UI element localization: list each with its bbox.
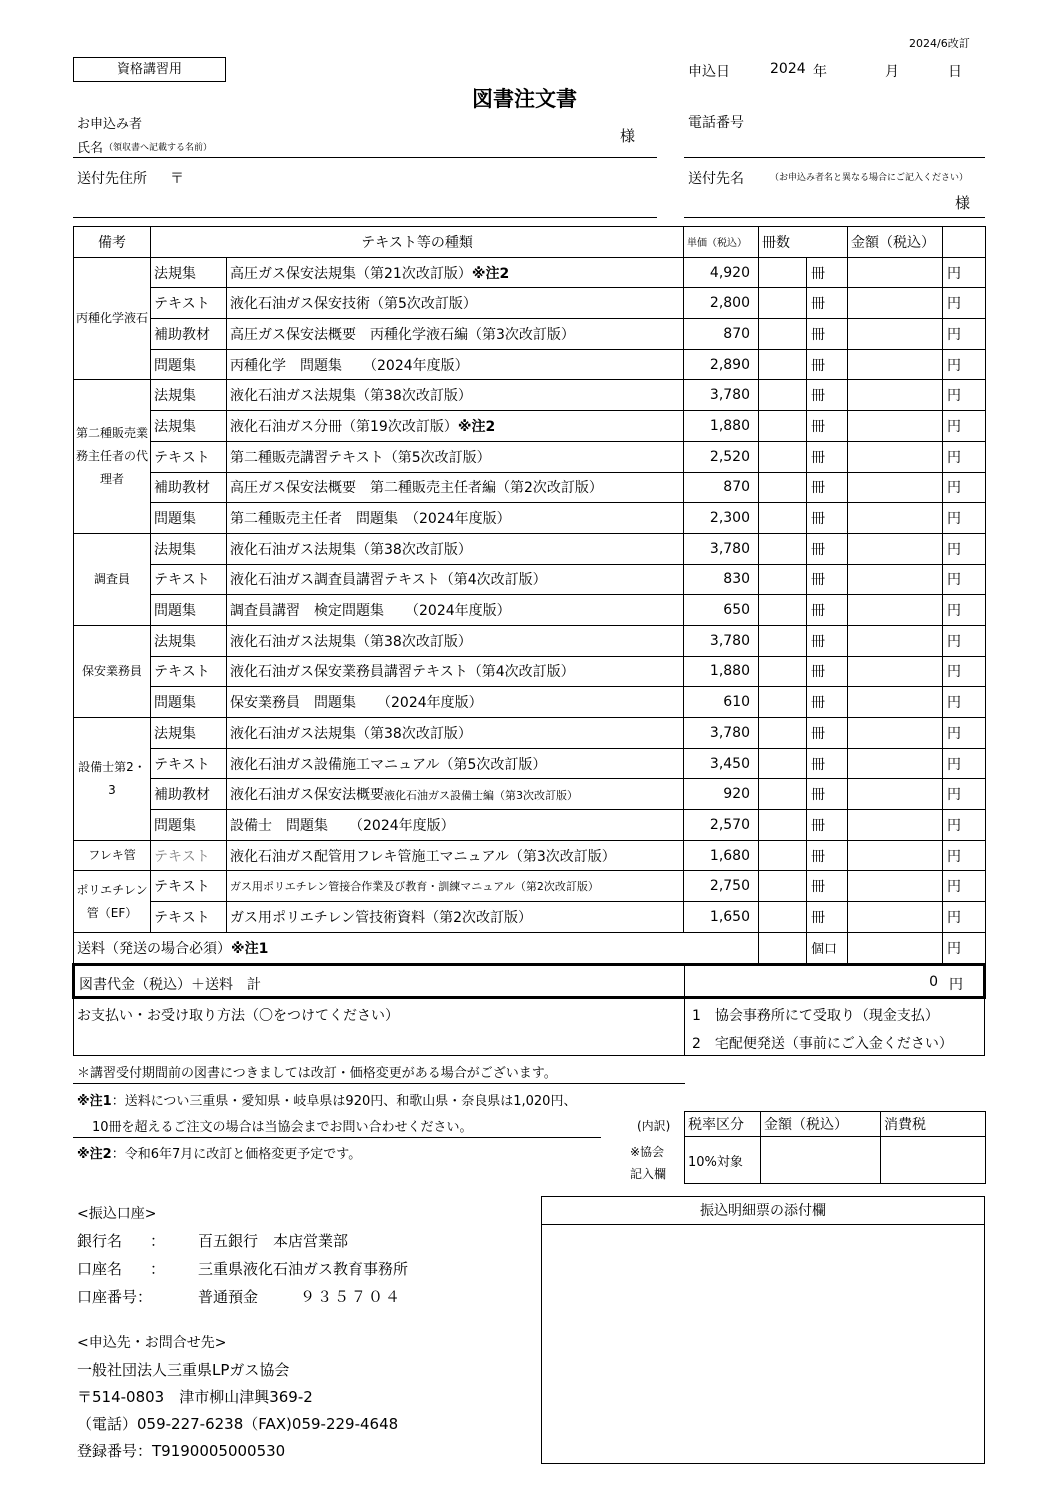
note2-text: ：令和6年7月に改訂と価格変更予定です。	[111, 1147, 362, 1162]
item-title: 高圧ガス保安法規集（第21次改訂版）	[230, 265, 472, 282]
note1-line1	[77, 1090, 576, 1109]
item-title-cell	[227, 718, 684, 749]
table-row	[74, 687, 986, 718]
item-amount-input[interactable]	[848, 779, 943, 810]
item-note: ※注2	[471, 265, 510, 282]
item-amount-input[interactable]	[848, 319, 943, 350]
item-qty-unit: 冊	[807, 595, 848, 626]
item-amount-input[interactable]	[848, 902, 943, 933]
item-yen: 円	[943, 503, 986, 534]
item-title-cell	[227, 503, 684, 534]
item-title: 液化石油ガス配管用フレキ管施工マニュアル（第3次改訂版）	[230, 848, 616, 865]
note2-head: ※注2	[77, 1147, 112, 1162]
item-unit-price: 1,650	[684, 902, 759, 933]
item-kind: 法規集	[151, 625, 227, 656]
apply-year[interactable]: 2024	[770, 61, 806, 77]
item-amount-input[interactable]	[848, 595, 943, 626]
name-suffix-sama: 様	[620, 127, 636, 145]
tax-breakdown-label: (内訳)	[637, 1119, 671, 1133]
item-qty-input[interactable]	[759, 871, 807, 902]
item-yen: 円	[943, 533, 986, 564]
postal-mark: 〒	[170, 171, 184, 187]
association-entry-line1: ※協会	[630, 1145, 665, 1159]
item-title-cell	[227, 564, 684, 595]
item-kind: 問題集	[151, 687, 227, 718]
notes-divider-2	[73, 1137, 601, 1138]
item-title-cell	[227, 748, 684, 779]
item-unit-price: 2,570	[684, 810, 759, 841]
item-qty-unit: 冊	[807, 840, 848, 871]
item-kind: テキスト	[151, 902, 227, 933]
item-title: 液化石油ガス法規集（第38次改訂版）	[230, 541, 472, 558]
item-unit-price: 3,780	[684, 625, 759, 656]
item-note: ※注2	[457, 418, 496, 435]
table-row	[74, 902, 986, 933]
item-kind: テキスト	[151, 871, 227, 902]
contact-registration: 登録番号：T9190005000530	[77, 1442, 286, 1460]
item-qty-input[interactable]	[759, 595, 807, 626]
note2	[77, 1143, 361, 1162]
category-cell: ポリエチレン管（EF）	[74, 871, 151, 932]
item-unit-price: 870	[684, 319, 759, 350]
item-title-cell	[227, 595, 684, 626]
item-yen: 円	[943, 257, 986, 288]
table-row	[74, 441, 986, 472]
tax-consumption-input[interactable]	[881, 1137, 986, 1184]
item-title: 高圧ガス保安法概要 丙種化学液石編（第3次改訂版）	[230, 326, 575, 343]
total-box	[72, 963, 986, 999]
item-qty-unit: 冊	[807, 533, 848, 564]
item-title: 液化石油ガス保安法概要	[230, 787, 384, 804]
address-underline[interactable]	[73, 217, 657, 218]
order-items-table	[73, 226, 986, 964]
revision-date: 2024/6改訂	[909, 37, 970, 50]
item-kind: テキスト	[151, 288, 227, 319]
item-amount-input[interactable]	[848, 656, 943, 687]
table-row	[74, 718, 986, 749]
table-row	[74, 748, 986, 779]
item-qty-input[interactable]	[759, 564, 807, 595]
item-yen: 円	[943, 288, 986, 319]
item-kind: テキスト	[151, 441, 227, 472]
item-kind: テキスト	[151, 656, 227, 687]
recipient-underline[interactable]	[684, 217, 985, 218]
item-unit-price: 830	[684, 564, 759, 595]
item-unit-price: 3,780	[684, 380, 759, 411]
item-title-small: ガス用ポリエチレン管接合作業及び教育・訓練マニュアル（第2次改訂版）	[230, 880, 599, 894]
item-qty-input[interactable]	[759, 411, 807, 442]
item-qty-input[interactable]	[759, 288, 807, 319]
item-unit-price: 650	[684, 595, 759, 626]
total-unit: 円	[949, 977, 963, 993]
table-row	[74, 564, 986, 595]
item-unit-price: 920	[684, 779, 759, 810]
bank-heading: <振込口座>	[77, 1206, 157, 1222]
contact-phone: （電話）059-227-6238（FAX)059-229-4648	[77, 1415, 399, 1433]
payment-label: お支払い・お受け取り方法（〇をつけてください）	[77, 1008, 399, 1024]
item-title: 第二種販売講習テキスト（第5次改訂版）	[230, 449, 491, 466]
item-amount-input[interactable]	[848, 349, 943, 380]
header-blank	[943, 227, 986, 258]
tax-header-tax: 消費税	[881, 1112, 986, 1137]
day-unit: 日	[948, 64, 962, 80]
item-unit-price: 1,880	[684, 656, 759, 687]
item-yen: 円	[943, 380, 986, 411]
table-row	[74, 871, 986, 902]
item-kind: 法規集	[151, 257, 227, 288]
recipient-suffix-sama: 様	[955, 194, 971, 212]
item-qty-unit: 冊	[807, 687, 848, 718]
item-title-cell	[227, 411, 684, 442]
item-yen: 円	[943, 718, 986, 749]
item-title: 液化石油ガス分冊（第19次改訂版）	[230, 418, 458, 435]
item-title: ガス用ポリエチレン管技術資料（第2次改訂版）	[230, 909, 532, 926]
item-title-cell	[227, 472, 684, 503]
apply-date-label: 申込日	[688, 64, 730, 80]
item-kind: 問題集	[151, 810, 227, 841]
category-cell: 丙種化学液石	[74, 257, 151, 380]
item-title-cell	[227, 441, 684, 472]
item-title: 調査員講習 検定問題集 （2024年度版）	[230, 603, 511, 620]
payment-option-pickup[interactable]: 1 協会事務所にて受取り（現金支払）	[692, 1008, 939, 1024]
item-yen: 円	[943, 349, 986, 380]
item-qty-unit: 冊	[807, 288, 848, 319]
note1-head: ※注1	[77, 1094, 112, 1109]
account-name-colon: ：	[150, 1260, 166, 1278]
item-title: 液化石油ガス法規集（第38次改訂版）	[230, 633, 472, 650]
table-row	[74, 349, 986, 380]
table-row	[74, 840, 986, 871]
notes-divider	[73, 1083, 685, 1084]
item-qty-unit: 冊	[807, 503, 848, 534]
payment-divider	[684, 999, 685, 1055]
header-amount: 金額（税込）	[848, 227, 943, 258]
item-title: 液化石油ガス設備施工マニュアル（第5次改訂版）	[230, 756, 547, 773]
item-yen: 円	[943, 595, 986, 626]
item-yen: 円	[943, 687, 986, 718]
item-qty-input[interactable]	[759, 625, 807, 656]
item-qty-input[interactable]	[759, 748, 807, 779]
shipping-yen: 円	[943, 932, 986, 963]
item-kind: テキスト	[151, 564, 227, 595]
item-unit-price: 4,920	[684, 257, 759, 288]
transfer-slip-attach-box[interactable]	[541, 1196, 985, 1464]
item-qty-input[interactable]	[759, 687, 807, 718]
tax-header-amount: 金額（税込）	[761, 1112, 881, 1137]
item-amount-input[interactable]	[848, 441, 943, 472]
item-title-cell	[227, 810, 684, 841]
year-unit: 年	[813, 64, 827, 80]
shipping-amount-input[interactable]	[848, 932, 943, 963]
table-row	[74, 257, 986, 288]
item-title: 液化石油ガス法規集（第38次改訂版）	[230, 388, 472, 405]
item-qty-input[interactable]	[759, 319, 807, 350]
item-qty-input[interactable]	[759, 533, 807, 564]
item-qty-input[interactable]	[759, 779, 807, 810]
phone-label: 電話番号	[688, 115, 744, 131]
tax-rate-10: 10%対象	[685, 1137, 761, 1184]
item-kind: 補助教材	[151, 319, 227, 350]
item-qty-unit: 冊	[807, 810, 848, 841]
item-qty-input[interactable]	[759, 380, 807, 411]
item-qty-unit: 冊	[807, 441, 848, 472]
item-amount-input[interactable]	[848, 533, 943, 564]
phone-underline[interactable]	[684, 157, 985, 158]
header-qty: 冊数	[759, 227, 848, 258]
shipping-qty-input[interactable]	[759, 932, 807, 963]
item-amount-input[interactable]	[848, 718, 943, 749]
item-title: 高圧ガス保安法概要 第二種販売主任者編（第2次改訂版）	[230, 480, 603, 497]
page-title: 図書注文書	[472, 87, 577, 111]
association-entry-line2: 記入欄	[630, 1167, 667, 1181]
bank-name-colon: ：	[150, 1232, 166, 1250]
recipient-note: （お申込み者名と異なる場合にご記入ください）	[770, 173, 969, 183]
item-title-cell	[227, 871, 684, 902]
item-title-cell	[227, 349, 684, 380]
tax-row-10	[685, 1137, 986, 1184]
item-yen: 円	[943, 779, 986, 810]
shipping-unit: 個口	[807, 932, 848, 963]
name-underline[interactable]	[73, 157, 657, 158]
item-yen: 円	[943, 810, 986, 841]
item-qty-input[interactable]	[759, 718, 807, 749]
item-kind: 問題集	[151, 349, 227, 380]
course-label-box: 資格講習用	[73, 57, 226, 82]
table-row	[74, 411, 986, 442]
item-title-cell	[227, 779, 684, 810]
item-qty-unit: 冊	[807, 656, 848, 687]
item-unit-price: 2,300	[684, 503, 759, 534]
item-unit-price: 1,680	[684, 840, 759, 871]
item-yen: 円	[943, 840, 986, 871]
item-yen: 円	[943, 441, 986, 472]
item-qty-unit: 冊	[807, 779, 848, 810]
total-value: 0	[929, 974, 938, 990]
item-title: 液化石油ガス法規集（第38次改訂版）	[230, 725, 472, 742]
total-label: 図書代金（税込）＋送料 計	[79, 977, 261, 993]
item-kind: テキスト	[151, 748, 227, 779]
item-title: 丙種化学 問題集 （2024年度版）	[230, 357, 469, 374]
table-row	[74, 595, 986, 626]
category-cell: 調査員	[74, 533, 151, 625]
account-number-label: 口座番号：	[77, 1288, 153, 1306]
item-kind: 補助教材	[151, 472, 227, 503]
item-qty-input[interactable]	[759, 503, 807, 534]
item-kind: 法規集	[151, 718, 227, 749]
tax-header-rate: 税率区分	[685, 1112, 761, 1137]
item-qty-input[interactable]	[759, 441, 807, 472]
recipient-label: 送付先名	[688, 171, 744, 187]
item-unit-price: 870	[684, 472, 759, 503]
item-qty-unit: 冊	[807, 748, 848, 779]
item-qty-unit: 冊	[807, 319, 848, 350]
item-title: 液化石油ガス調査員講習テキスト（第4次改訂版）	[230, 572, 547, 589]
item-unit-price: 2,800	[684, 288, 759, 319]
item-amount-input[interactable]	[848, 257, 943, 288]
item-amount-input[interactable]	[848, 687, 943, 718]
item-unit-price: 3,780	[684, 718, 759, 749]
item-kind: 法規集	[151, 411, 227, 442]
table-row	[74, 779, 986, 810]
name-note: （領収書へ記載する名前）	[104, 143, 213, 153]
item-qty-input[interactable]	[759, 902, 807, 933]
account-name-value: 三重県液化石油ガス教育事務所	[198, 1260, 409, 1278]
item-title-cell	[227, 380, 684, 411]
category-cell: 第二種販売業務主任者の代理者	[74, 380, 151, 533]
shipping-note: ※注1	[231, 940, 269, 957]
attach-heading: 振込明細票の添付欄	[542, 1197, 984, 1225]
item-amount-input[interactable]	[848, 288, 943, 319]
item-amount-input[interactable]	[848, 564, 943, 595]
item-kind: テキスト	[151, 840, 227, 871]
item-title: 液化石油ガス保安技術（第5次改訂版）	[230, 296, 477, 313]
payment-option-delivery[interactable]: 2 宅配便発送（事前にご入金ください）	[692, 1036, 953, 1052]
item-title-cell	[227, 288, 684, 319]
item-qty-unit: 冊	[807, 902, 848, 933]
item-yen: 円	[943, 319, 986, 350]
table-row	[74, 810, 986, 841]
shipping-label-cell	[74, 932, 759, 963]
table-header-row	[74, 227, 986, 258]
account-number: ９３５７０４	[300, 1288, 403, 1306]
item-unit-price: 610	[684, 687, 759, 718]
item-qty-input[interactable]	[759, 840, 807, 871]
item-qty-unit: 冊	[807, 257, 848, 288]
item-qty-unit: 冊	[807, 625, 848, 656]
item-qty-input[interactable]	[759, 656, 807, 687]
table-row	[74, 472, 986, 503]
bank-name-value: 百五銀行 本店営業部	[198, 1232, 349, 1250]
total-divider	[684, 966, 685, 996]
address-label: 送付先住所	[77, 171, 147, 187]
item-unit-price: 3,780	[684, 533, 759, 564]
item-amount-input[interactable]	[848, 871, 943, 902]
item-qty-unit: 冊	[807, 380, 848, 411]
item-qty-input[interactable]	[759, 472, 807, 503]
item-kind: 問題集	[151, 595, 227, 626]
item-unit-price: 2,890	[684, 349, 759, 380]
item-title: 第二種販売主任者 問題集 （2024年度版）	[230, 511, 511, 528]
item-qty-unit: 冊	[807, 349, 848, 380]
table-row	[74, 625, 986, 656]
category-cell: フレキ管	[74, 840, 151, 871]
item-title-small: 液化石油ガス設備士編（第3次改訂版）	[384, 789, 578, 803]
item-title-cell	[227, 625, 684, 656]
item-yen: 円	[943, 748, 986, 779]
shipping-row	[74, 932, 986, 963]
bank-name-label: 銀行名	[77, 1232, 123, 1250]
item-title-cell	[227, 257, 684, 288]
item-qty-unit: 冊	[807, 411, 848, 442]
note1-text: ：送料につい三重県・愛知県・岐阜県は920円、和歌山県・奈良県は1,020円、	[111, 1094, 577, 1109]
shipping-label: 送料（発送の場合必須）	[77, 940, 231, 957]
account-type: 普通預金	[198, 1288, 259, 1306]
item-qty-input[interactable]	[759, 810, 807, 841]
item-amount-input[interactable]	[848, 472, 943, 503]
month-unit: 月	[885, 64, 899, 80]
item-qty-unit: 冊	[807, 718, 848, 749]
item-amount-input[interactable]	[848, 748, 943, 779]
item-kind: 補助教材	[151, 779, 227, 810]
item-amount-input[interactable]	[848, 810, 943, 841]
category-cell: 保安業務員	[74, 625, 151, 717]
item-title-cell	[227, 687, 684, 718]
applicant-label: お申込み者	[77, 117, 143, 132]
item-yen: 円	[943, 625, 986, 656]
item-qty-input[interactable]	[759, 349, 807, 380]
tax-table	[684, 1111, 986, 1184]
item-amount-input[interactable]	[848, 411, 943, 442]
item-title: 保安業務員 問題集 （2024年度版）	[230, 695, 483, 712]
name-label: 氏名	[77, 141, 104, 156]
contact-address: 〒514-0803 津市柳山津興369-2	[77, 1388, 313, 1406]
item-kind: 問題集	[151, 503, 227, 534]
category-cell: 設備士第2・3	[74, 718, 151, 841]
revision-notice: ＊講習受付期間前の図書につきましては改訂・価格変更がある場合がございます。	[77, 1066, 557, 1081]
header-unit-price: 単価（税込）	[684, 227, 759, 258]
item-yen: 円	[943, 656, 986, 687]
header-remarks: 備考	[74, 227, 151, 258]
item-yen: 円	[943, 411, 986, 442]
table-row	[74, 503, 986, 534]
item-title-cell	[227, 533, 684, 564]
table-row	[74, 380, 986, 411]
item-amount-input[interactable]	[848, 625, 943, 656]
table-row	[74, 656, 986, 687]
item-unit-price: 2,750	[684, 871, 759, 902]
contact-organization: 一般社団法人三重県LPガス協会	[77, 1361, 290, 1379]
item-title: 液化石油ガス保安業務員講習テキスト（第4次改訂版）	[230, 664, 575, 681]
tax-amount-input[interactable]	[761, 1137, 881, 1184]
item-qty-unit: 冊	[807, 871, 848, 902]
item-amount-input[interactable]	[848, 380, 943, 411]
item-unit-price: 2,520	[684, 441, 759, 472]
item-amount-input[interactable]	[848, 840, 943, 871]
item-unit-price: 1,880	[684, 411, 759, 442]
note1-line2: 10冊を超えるご注文の場合は当協会までお問い合わせください。	[92, 1120, 473, 1135]
item-qty-input[interactable]	[759, 257, 807, 288]
item-kind: 法規集	[151, 533, 227, 564]
table-row	[74, 533, 986, 564]
item-unit-price: 3,450	[684, 748, 759, 779]
item-title-cell	[227, 656, 684, 687]
item-title-cell	[227, 902, 684, 933]
item-title: 設備士 問題集 （2024年度版）	[230, 817, 455, 834]
item-title-cell	[227, 319, 684, 350]
item-qty-unit: 冊	[807, 564, 848, 595]
tax-header-row	[685, 1112, 986, 1137]
table-row	[74, 319, 986, 350]
item-title-cell	[227, 840, 684, 871]
item-kind: 法規集	[151, 380, 227, 411]
item-yen: 円	[943, 472, 986, 503]
item-yen: 円	[943, 902, 986, 933]
item-yen: 円	[943, 564, 986, 595]
item-yen: 円	[943, 871, 986, 902]
account-name-label: 口座名	[77, 1260, 123, 1278]
header-type: テキスト等の種類	[151, 227, 684, 258]
item-amount-input[interactable]	[848, 503, 943, 534]
table-row	[74, 288, 986, 319]
item-qty-unit: 冊	[807, 472, 848, 503]
contact-heading: <申込先・お問合せ先>	[77, 1335, 227, 1351]
